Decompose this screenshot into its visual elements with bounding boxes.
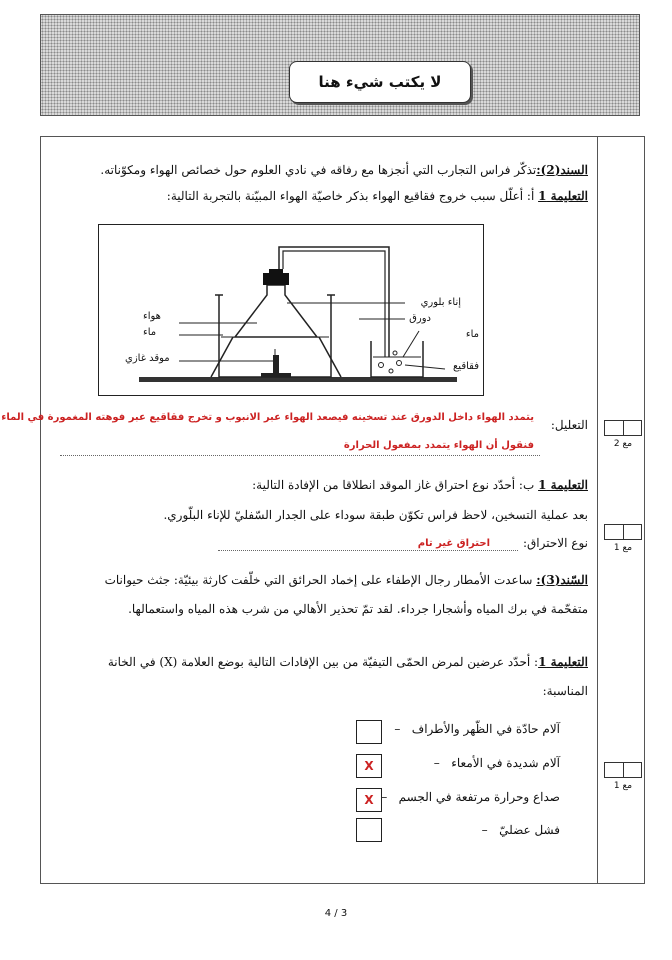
- sanad-3-label: السّند(3):: [536, 573, 588, 587]
- task-1a: [167, 189, 588, 203]
- task-1a-text: أ: أعلّل سبب خروج فقاقيع الهواء بذكر خاصيّة الهواء المبيّنة بالتجربة التالية:: [166, 189, 539, 203]
- label-flask: دورق: [409, 313, 431, 324]
- option-4: فشل عضليّ –: [481, 823, 560, 837]
- no-write-area: [40, 14, 640, 116]
- justification-answer-line2: فنقول أن الهواء يتمدد بمفعول الحرارة: [343, 440, 534, 451]
- bubble: [389, 369, 393, 373]
- option-2: آلام شديدة في الأمعاء –: [433, 756, 560, 770]
- label-gas-burner: موقد غازي: [125, 353, 170, 364]
- score-box-2: [604, 524, 642, 553]
- leader-bubbles: [405, 365, 445, 369]
- task-1b: [252, 478, 588, 492]
- score-label-2: مع 1: [613, 543, 633, 553]
- task-3-label: التعليمة 1: [538, 655, 588, 669]
- bubble: [379, 363, 384, 368]
- answer-line: [60, 455, 540, 456]
- label-water-left: ماء: [143, 327, 157, 338]
- combustion-answer: احتراق غير تام: [417, 538, 490, 549]
- observation-text: بعد عملية التسخين، لاحظ فراس تكوّن طبقة سوداء على الجدار السّفليّ للإناء البلّوري.: [163, 508, 588, 522]
- sanad-3: [105, 573, 588, 587]
- task-1a-label: التعليمة 1: [538, 189, 588, 203]
- sanad-2-text: تذكّر فراس التجارب التي أنجزها مع رفاقه في نادي العلوم حول خصائص الهواء ومكوّناته.: [100, 163, 537, 177]
- page-number: 4 / 3: [324, 908, 348, 919]
- option-3-checkbox[interactable]: X: [356, 788, 382, 812]
- answer-line: [218, 550, 518, 551]
- sanad-2-label: السند(2):: [536, 163, 588, 177]
- label-bubbles: فقاقيع: [452, 361, 479, 372]
- burner: [273, 355, 279, 375]
- justification-label: التعليل:: [550, 418, 588, 432]
- flask: [235, 285, 317, 337]
- experiment-diagram: [98, 224, 484, 396]
- sanad-2: [100, 163, 588, 177]
- combustion-label: نوع الاحتراق:: [522, 536, 588, 550]
- score-box-3: [604, 762, 642, 791]
- task-1b-text: ب: أحدّد نوع احتراق غاز الموقد انطلاقا من الإفادة التالية:: [252, 478, 539, 492]
- task-3: [108, 655, 588, 669]
- task-3-text: : أحدّد عرضين لمرض الحمّى التيفيّة من بين الإفادات التالية بوضع العلامة (X) في الخانة: [107, 655, 539, 669]
- label-air: هواء: [143, 311, 161, 322]
- bubble: [397, 361, 402, 366]
- bubble: [393, 351, 397, 355]
- option-1: آلام حادّة في الظّهر والأطراف –: [394, 722, 560, 736]
- option-2-checkbox[interactable]: X: [356, 754, 382, 778]
- leader-water-right: [403, 331, 419, 357]
- task-1b-label: التعليمة 1: [538, 478, 588, 492]
- no-write-label: لا يكتب شيء هنا: [289, 61, 471, 103]
- sanad-3-line2: متفحّمة في برك المياه وأشجارا جرداء. لقد تمّ تحذير الأهالي من شرب هذه المياه واستعمالها.: [128, 602, 588, 616]
- label-water-right: ماء: [465, 329, 479, 340]
- option-4-checkbox[interactable]: [356, 818, 382, 842]
- sanad-3-line1: ساعدت الأمطار رجال الإطفاء على إخماد الحرائق التي خلّفت كارثة بيئيّة: جثث حيوانات: [104, 573, 537, 587]
- glass-container: [371, 341, 423, 377]
- delivery-tube: [279, 247, 389, 357]
- label-glass-container: إناء بلوري: [420, 297, 461, 308]
- experiment-svg: [99, 225, 483, 395]
- option-1-checkbox[interactable]: [356, 720, 382, 744]
- score-box-1: [604, 420, 642, 449]
- score-label-1: مع 2: [613, 439, 633, 449]
- task-3-text2: المناسبة:: [542, 684, 588, 698]
- option-3: صداع وحرارة مرتفعة في الجسم –: [381, 790, 560, 804]
- justification-answer-line1: يتمدد الهواء داخل الدورق عند تسخينه فيصعد الهواء عبر الانبوب و تخرج فقاقيع عبر فوهته المغمورة في الماء: [1, 412, 534, 423]
- score-label-3: مع 1: [613, 781, 633, 791]
